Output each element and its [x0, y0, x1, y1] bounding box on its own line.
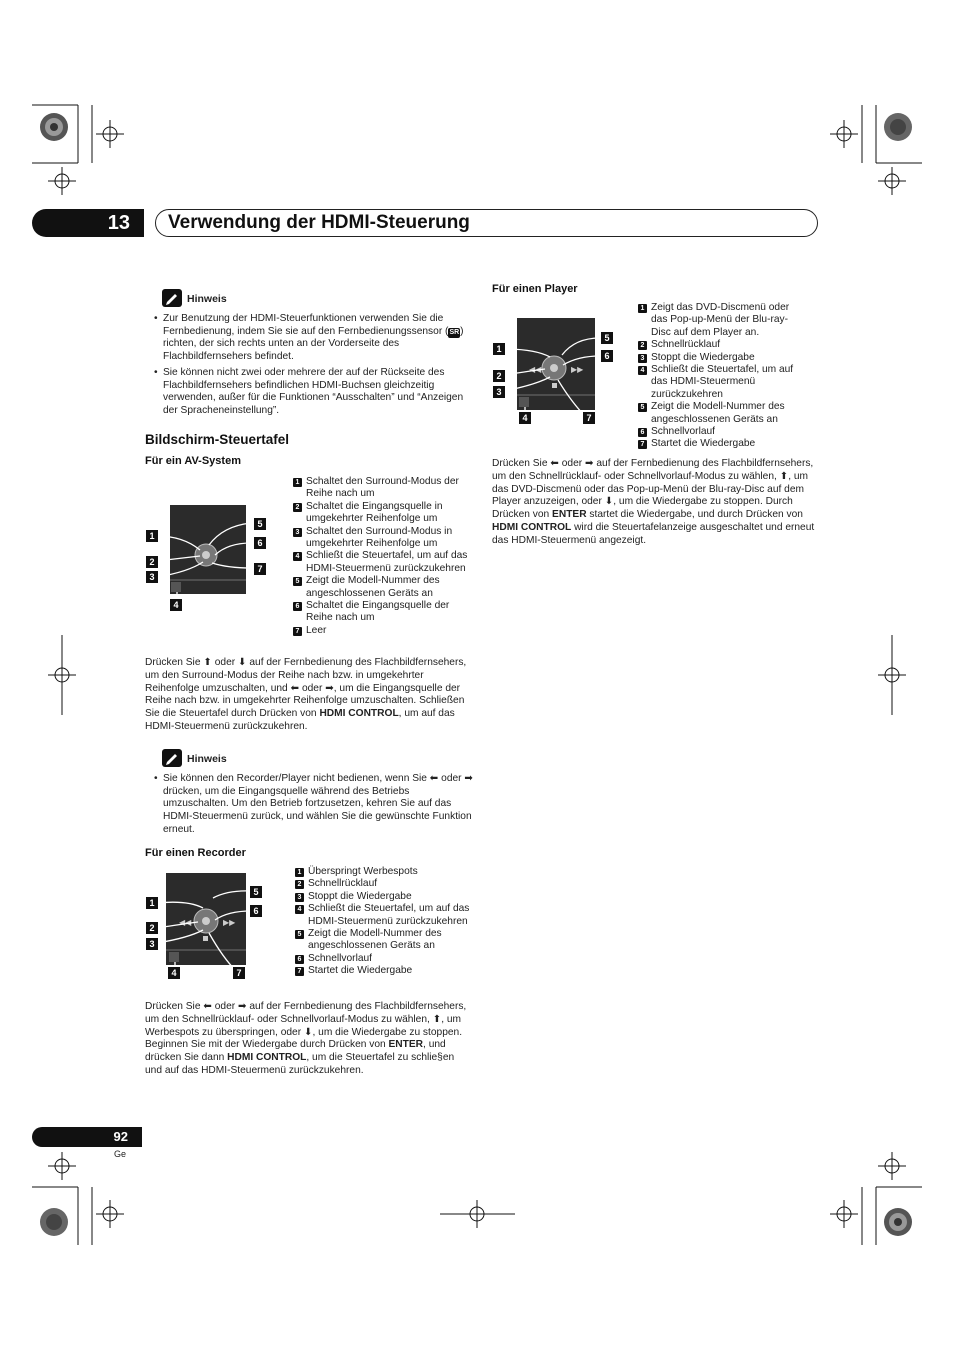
subsection-heading: Für einen Recorder — [145, 847, 246, 859]
callout-6: 6 — [254, 537, 266, 549]
hint-bullet: • Sie können nicht zwei oder mehrere der auf der Rückseite des Flachbildfernsehers befindlichen HDMI-Buchsen gleichzeitig verwenden, außer für die Funktionen “Ausschalten” und “Anzeigen der Spracheneinstellung”. — [163, 367, 473, 418]
av-system-legend — [293, 476, 471, 637]
callout-4: 4 — [519, 412, 531, 424]
chapter-number: 13 — [32, 209, 144, 237]
hint-text: ) richten, der sich rechts unten an der Vorderseite des Flachbildfernsehers befindet. — [163, 325, 464, 363]
callout-3: 3 — [493, 386, 505, 398]
svg-text:▶▶: ▶▶ — [571, 365, 584, 374]
pencil-icon — [162, 749, 182, 767]
av-system-panel-diagram — [143, 500, 273, 615]
control-wheel — [490, 313, 620, 428]
legend-item: 7 Startet die Wiedergabe — [295, 965, 470, 977]
svg-text:▶▶: ▶▶ — [223, 918, 236, 927]
callout-4: 4 — [168, 967, 180, 979]
recorder-panel-diagram — [143, 868, 273, 983]
legend-item: 6 Schnellvorlauf — [295, 953, 470, 965]
legend-item: 1 Schaltet den Surround-Modus der Reihe nach um — [293, 476, 471, 501]
callout-4: 4 — [170, 599, 182, 611]
legend-item: 6 Schnellvorlauf — [638, 426, 806, 438]
page-number: 92 — [32, 1127, 142, 1147]
callout-1: 1 — [146, 897, 158, 909]
svg-text:◀◀: ◀◀ — [179, 918, 192, 927]
legend-item: 7 Startet die Wiedergabe — [638, 438, 806, 450]
callout-3: 3 — [146, 938, 158, 950]
legend-item: 5 Zeigt die Modell-Nummer des angeschlossenen Geräts an — [293, 575, 471, 600]
player-legend — [638, 302, 806, 451]
legend-item: 4 Schließt die Steuertafel, um auf das HDMI-Steuermenü zurückzukehren — [295, 903, 470, 928]
legend-item: 3 Schaltet den Surround-Modus in umgekehrter Reihenfolge um — [293, 526, 471, 551]
legend-item: 2 Schaltet die Eingangsquelle in umgekehrter Reihenfolge um — [293, 501, 471, 526]
callout-1: 1 — [146, 530, 158, 542]
hint-label: Hinweis — [187, 753, 227, 765]
pencil-icon — [162, 289, 182, 307]
legend-item: 2 Schnellrücklauf — [638, 339, 806, 351]
svg-text:◀◀: ◀◀ — [529, 365, 542, 374]
recorder-paragraph: Drücken Sie ⬅ oder ➡ auf der Fernbedienung des Flachbildfernsehers, um den Schnellrücklauf- oder Schnellvorlauf-Modus zu wählen, ⬆, um Werbespots zu überspringen, oder ⬇, um die Wiedergabe zu stoppen. Beginnen Sie mit der Wiedergabe durch Drücken von ENTER, und drücken Sie dann HDMI CONTROL, um die Steuertafel zu schlie§en und auf das HDMI-Steuermenü zurückzukehren. — [145, 1001, 467, 1076]
legend-item: 2 Schnellrücklauf — [295, 878, 470, 890]
hint-label: Hinweis — [187, 293, 227, 305]
hint-text: Zur Benutzung der HDMI-Steuerfunktionen verwenden Sie die Fernbedienung, indem Sie sie auf den Fernbedienungssensor ( — [163, 313, 449, 337]
subsection-heading: Für einen Player — [492, 283, 578, 295]
remote-sensor-icon: SR — [449, 328, 460, 336]
player-panel-diagram — [490, 313, 620, 428]
legend-item: 3 Stoppt die Wiedergabe — [295, 891, 470, 903]
callout-5: 5 — [250, 886, 262, 898]
callout-7: 7 — [233, 967, 245, 979]
page-language: Ge — [114, 1149, 127, 1159]
hint-bullet: • Sie können den Recorder/Player nicht bedienen, wenn Sie ⬅ oder ➡ drücken, um die Eingangsquelle während des Betriebs umzuschalten. Um den Betrieb fortzusetzen, kehren Sie auf das HDMI-Steuermenü zurück, und wählen Sie die gewünschte Funktion erneut. — [163, 773, 473, 837]
callout-2: 2 — [146, 556, 158, 568]
recorder-legend — [295, 866, 470, 978]
legend-item: 7 Leer — [293, 625, 471, 637]
player-paragraph: Drücken Sie ⬅ oder ➡ auf der Fernbedienung des Flachbildfernsehers, um den Schnellrücklauf- oder Schnellvorlauf-Modus zu wählen, ⬆, um das DVD-Discmenü oder das Pop-up-Menü der Blu-ray-Disc auf dem Player anzuzeigen, oder ⬇, um die Wiedergabe zu stoppen. Durch Drücken von ENTER startet die Wiedergabe, und durch Drücken von HDMI CONTROL wird die Steuertafelanzeige ausgeschaltet und erneut das HDMI-Steuermenü angezeigt. — [492, 458, 815, 546]
legend-item: 1 Überspringt Werbespots — [295, 866, 470, 878]
callout-7: 7 — [254, 563, 266, 575]
legend-item: 3 Stoppt die Wiedergabe — [638, 352, 806, 364]
chapter-title: Verwendung der HDMI-Steuerung — [168, 212, 470, 233]
legend-item: 6 Schaltet die Eingangsquelle der Reihe nach um — [293, 600, 471, 625]
legend-item: 4 Schließt die Steuertafel, um auf das HDMI-Steuermenü zurückzukehren — [638, 364, 806, 401]
callout-6: 6 — [601, 350, 613, 362]
legend-item: 5 Zeigt die Modell-Nummer des angeschlossenen Geräts an — [295, 928, 470, 953]
hint-bullet — [163, 313, 473, 364]
callout-1: 1 — [493, 343, 505, 355]
av-system-paragraph: Drücken Sie ⬆ oder ⬇ auf der Fernbedienung des Flachbildfernsehers, um den Surround-Modus der Reihe nach bzw. in umgekehrter Reihenfolge umzuschalten, und ⬅ oder ➡, um die Eingangsquelle der Reihe nach bzw. in umgekehrter Reihenfolge umzuschalten. Schließen Sie die Steuertafel durch Drücken von HDMI CONTROL, um auf das HDMI-Steuermenü zurückzukehren. — [145, 657, 467, 732]
legend-item: 1 Zeigt das DVD-Discmenü oder das Pop-up-Menü der Blu-ray-Disc auf dem Player an. — [638, 302, 806, 339]
callout-2: 2 — [493, 370, 505, 382]
callout-6: 6 — [250, 905, 262, 917]
callout-5: 5 — [254, 518, 266, 530]
callout-3: 3 — [146, 571, 158, 583]
subsection-heading: Für ein AV-System — [145, 455, 241, 467]
callout-7: 7 — [583, 412, 595, 424]
callout-2: 2 — [146, 922, 158, 934]
section-heading: Bildschirm-Steuertafel — [145, 432, 290, 447]
legend-item: 5 Zeigt die Modell-Nummer des angeschlossenen Geräts an — [638, 401, 806, 426]
legend-item: 4 Schließt die Steuertafel, um auf das HDMI-Steuermenü zurückzukehren — [293, 550, 471, 575]
callout-5: 5 — [601, 332, 613, 344]
